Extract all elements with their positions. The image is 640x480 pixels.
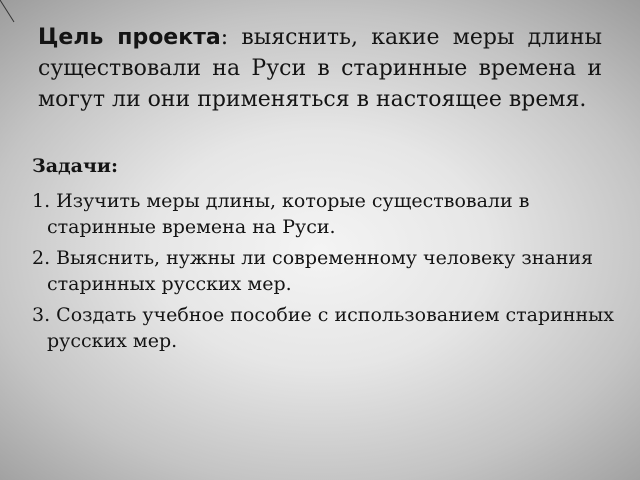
goal-separator: :	[220, 25, 242, 50]
task-item-2: 2. Выяснить, нужны ли современному человеку знания старинных русских мер.	[32, 247, 594, 295]
tasks-heading: Задачи:	[32, 155, 119, 177]
goal-label: Цель проекта	[38, 25, 221, 50]
project-goal	[38, 22, 602, 115]
task-item-1: 1. Изучить меры длины, которые существовали в старинные времена на Руси.	[32, 190, 530, 238]
task-item-3: 3. Создать учебное пособие с использованием старинных русских мер.	[32, 304, 614, 352]
task-list	[32, 188, 622, 359]
goal-text: выяснить, какие меры длины существовали на Руси в старинные времена и могут ли они применяться в настоящее время.	[38, 25, 603, 112]
slide-corner-line	[0, 0, 40, 30]
